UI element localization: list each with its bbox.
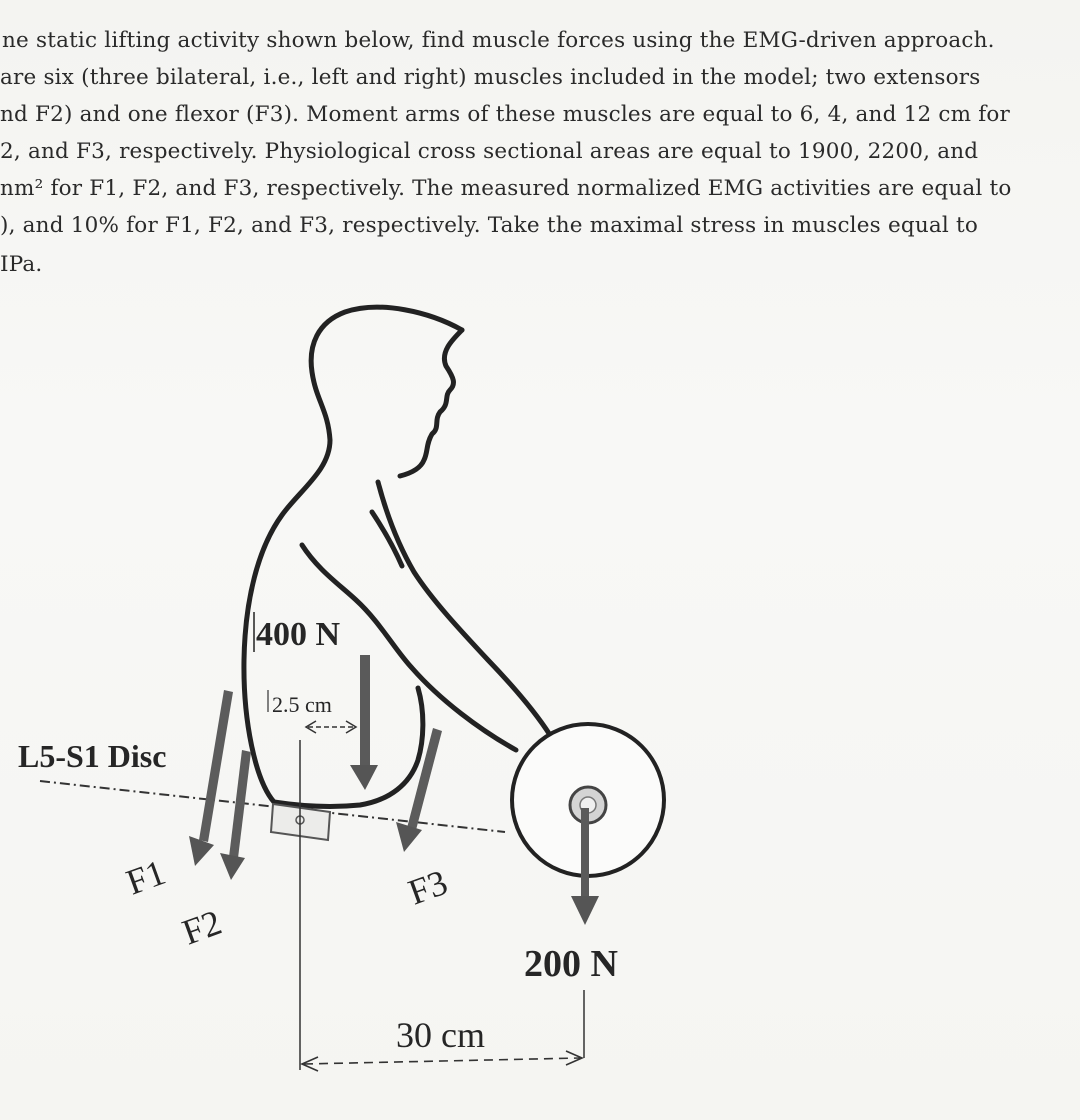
f1-arrow (189, 690, 233, 866)
load-distance-label: 30 cm (396, 1015, 485, 1055)
f2-label: F2 (177, 901, 227, 953)
upper-body-weight-arrow (350, 655, 378, 790)
f3-label: F3 (403, 861, 453, 913)
disc-label: L5-S1 Disc (18, 738, 167, 774)
f1-label: F1 (121, 851, 171, 903)
problem-line-1: ne static lifting activity shown below, find muscle forces using the EMG-driven approach. (2, 28, 995, 53)
problem-line-3: nd F2) and one flexor (F3). Moment arms of these muscles are equal to 6, 4, and 12 cm for (0, 102, 1011, 127)
problem-line-4: 2, and F3, respectively. Physiological cross sectional areas are equal to 1900, 2200, and (0, 139, 979, 164)
offset-label: 2.5 cm (272, 692, 332, 717)
problem-line-5: nm² for F1, F2, and F3, respectively. The measured normalized EMG activities are equal to (0, 176, 1012, 201)
problem-line-6: ), and 10% for F1, F2, and F3, respectively. Take the maximal stress in muscles equal to (0, 213, 978, 238)
face-profile (400, 330, 462, 476)
problem-line-7: IPa. (0, 252, 43, 277)
upper-body-weight-label: 400 N (256, 616, 341, 653)
problem-line-2: are six (three bilateral, i.e., left and right) muscles included in the model; two extensors (0, 65, 981, 90)
person-silhouette (244, 307, 550, 806)
body-outline (244, 307, 462, 802)
load-weight-label: 200 N (524, 943, 618, 985)
chest-line (378, 482, 550, 735)
f2-arrow (220, 750, 251, 880)
